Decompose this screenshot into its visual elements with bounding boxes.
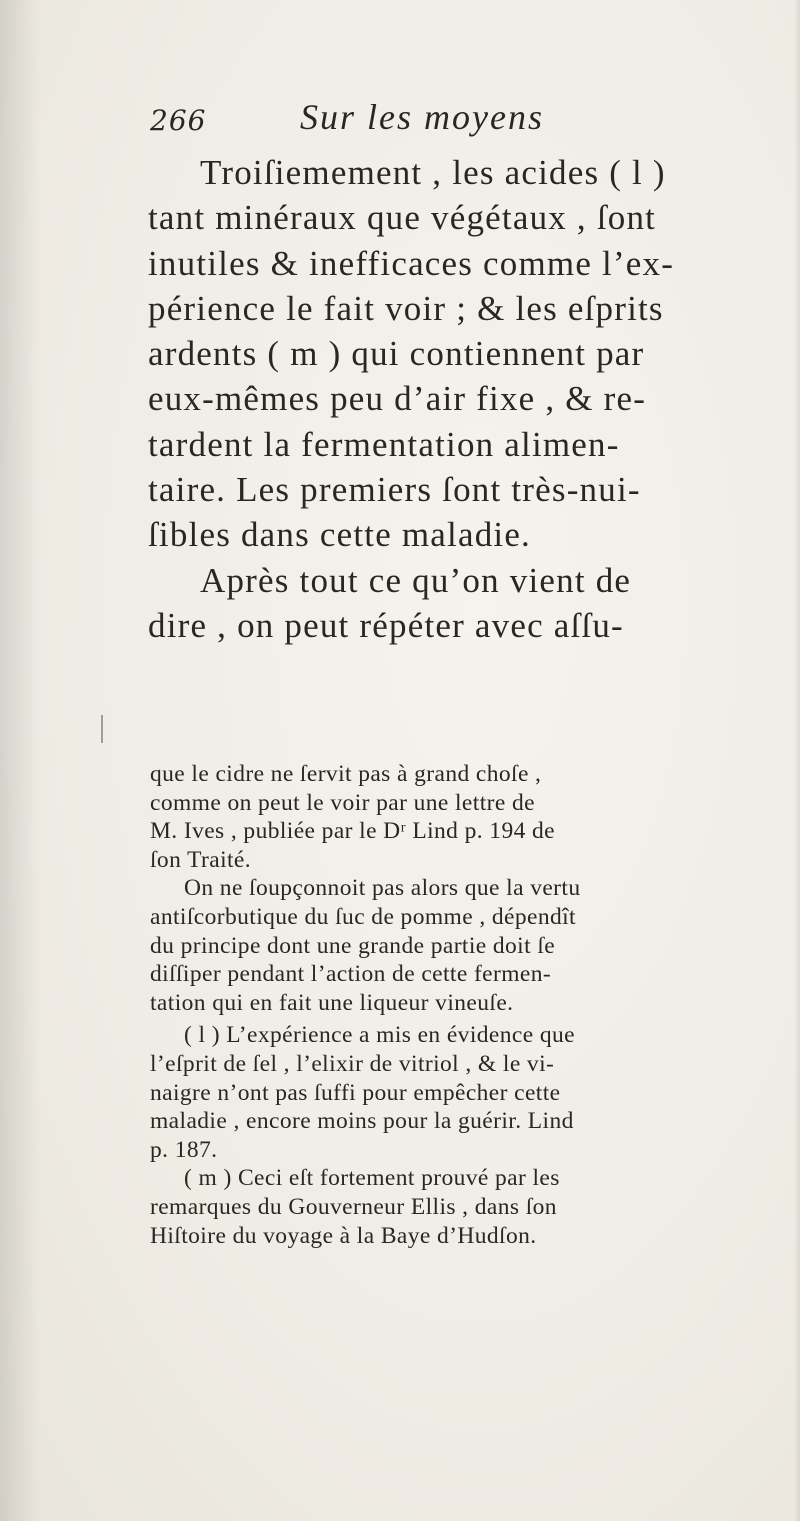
note-line: Hiſtoire du voyage à la Baye d’Hudſon. bbox=[150, 1222, 537, 1249]
text-line: tant minéraux que végétaux , ſont bbox=[148, 198, 657, 238]
note-line: ( m ) Ceci eſt fortement prouvé par les bbox=[184, 1165, 560, 1192]
page-number: 266 bbox=[150, 104, 207, 137]
page-edge-shadow bbox=[794, 0, 800, 1521]
note-line: diſſiper pendant l’action de cette fermen- bbox=[150, 961, 552, 988]
note-line: naigre n’ont pas ſuffi pour empêcher cette bbox=[150, 1079, 561, 1106]
text-line: inutiles & inefficaces comme l’ex- bbox=[148, 243, 675, 283]
margin-mark bbox=[101, 715, 103, 743]
text-line: taire. Les premiers ſont très-nui- bbox=[148, 470, 641, 510]
note-line: maladie , encore moins pour la guérir. Lind bbox=[150, 1108, 574, 1135]
note-line: que le cidre ne ſervit pas à grand choſe , bbox=[150, 761, 542, 787]
footnotes bbox=[150, 760, 790, 1250]
note-line: du principe dont une grande partie doit ſe bbox=[150, 932, 556, 959]
footnote-m bbox=[150, 1164, 790, 1250]
note-line: ( l ) L’expérience a mis en évidence que bbox=[184, 1022, 575, 1049]
text-line: ardents ( m ) qui contiennent par bbox=[148, 334, 645, 374]
text-line: périence le fait voir ; & les eſprits bbox=[148, 288, 664, 328]
note-line: tation qui en fait une liqueur vineuſe. bbox=[150, 989, 514, 1016]
text-line: tardent la fermentation alimen- bbox=[148, 424, 620, 464]
note-line: antiſcorbutique du ſuc de pomme , dépendît bbox=[150, 903, 576, 930]
footnote-continuation bbox=[150, 760, 790, 1017]
text-line: Après tout ce qu’on vient de bbox=[200, 560, 632, 600]
note-line: ſon Traité. bbox=[150, 846, 252, 873]
text-line: eux-mêmes peu d’air fixe , & re- bbox=[148, 379, 647, 419]
text-line: dire , on peut répéter avec aſſu- bbox=[148, 605, 624, 645]
note-line: comme on peut le voir par une lettre de bbox=[150, 789, 535, 816]
main-text bbox=[148, 150, 788, 648]
running-head bbox=[150, 96, 770, 144]
note-line: M. Ives , publiée par le Dʳ Lind p. 194 de bbox=[150, 818, 555, 845]
text-line: Troiſiemement , les acides ( l ) bbox=[200, 153, 666, 192]
note-line: remarques du Gouverneur Ellis , dans ſon bbox=[150, 1193, 557, 1220]
footnote-l bbox=[150, 1021, 790, 1164]
running-title: Sur les moyens bbox=[300, 97, 544, 137]
text-line: ſibles dans cette maladie. bbox=[148, 515, 532, 555]
note-line: On ne ſoupçonnoit pas alors que la vertu bbox=[184, 875, 581, 902]
note-line: p. 187. bbox=[150, 1136, 218, 1163]
note-line: l’eſprit de ſel , l’elixir de vitriol , & le vi- bbox=[150, 1050, 555, 1077]
gutter-shadow bbox=[0, 0, 40, 1521]
